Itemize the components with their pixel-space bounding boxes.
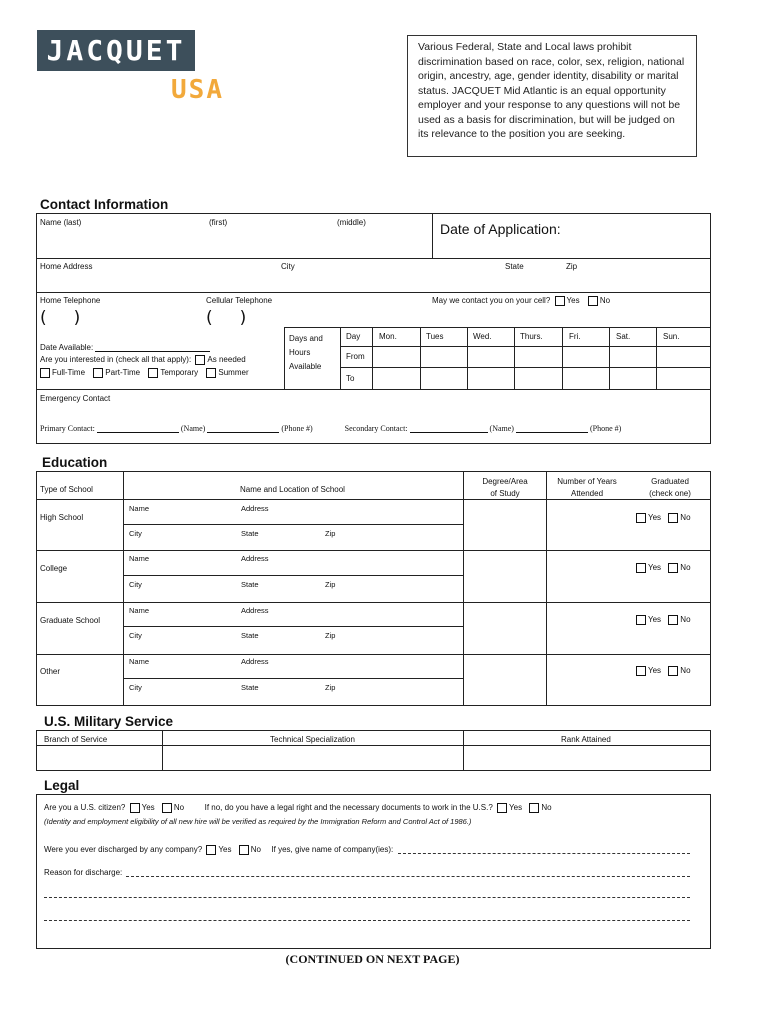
school-type-college: College (40, 564, 68, 573)
reason-field-line1[interactable] (126, 876, 690, 877)
label-yes: Yes (566, 296, 580, 306)
label-primary-name: (Name) (180, 424, 206, 433)
date-available-field[interactable] (95, 343, 210, 352)
label-yes: Yes (648, 563, 662, 573)
label-yes: Yes (648, 513, 662, 523)
section-title-legal: Legal (44, 778, 80, 793)
col-rank-attained: Rank Attained (561, 735, 611, 744)
other-graduated-no-checkbox[interactable] (668, 666, 678, 676)
section-title-contact: Contact Information (40, 197, 169, 212)
label-primary-contact: Primary Contact: (40, 424, 95, 433)
logo-jacquet: JACQUET (37, 30, 195, 71)
reason-field-line2[interactable] (44, 897, 690, 898)
label-college-zip: Zip (325, 580, 336, 589)
eeo-notice: Various Federal, State and Local laws prohibit discrimination based on race, color, sex, religion, national origin, ancestry, age, gender identity, disability or marital status. JACQUET Mid Atlantic is an equal opportunity employer and your response to any questions will not be used as a basis for discrimination, but will be judged on its relevance to the position you are seeking. (407, 35, 697, 157)
technical-specialization-field[interactable] (164, 747, 462, 768)
hs-graduated-no-checkbox[interactable] (668, 513, 678, 523)
discharged-yes-checkbox[interactable] (206, 845, 216, 855)
label-days-and: Days and (289, 334, 323, 343)
col-graduated (632, 476, 708, 500)
label-yes: Yes (509, 803, 523, 813)
label-date-available: Date Available: (40, 343, 94, 352)
label-yes: Yes (141, 803, 155, 813)
label-state: State (505, 262, 524, 271)
grad-graduated-yes-checkbox[interactable] (636, 615, 646, 625)
emergency-contacts-line (40, 424, 621, 433)
day-sat: Sat. (616, 332, 631, 341)
hs-graduated (634, 513, 691, 523)
label-to: To (346, 374, 355, 383)
label-grad-city: City (129, 631, 142, 640)
as-needed-checkbox[interactable] (195, 355, 205, 365)
label-yes: Yes (648, 666, 662, 676)
citizen-yes-checkbox[interactable] (130, 803, 140, 813)
label-hs-address: Address (241, 504, 269, 513)
label-no: No (173, 803, 185, 813)
section-title-military: U.S. Military Service (44, 714, 174, 729)
label-hours: Hours (289, 348, 311, 357)
label-name-middle: (middle) (337, 218, 366, 227)
section-title-education: Education (42, 455, 108, 470)
label-as-needed: As needed (207, 355, 246, 365)
label-day: Day (346, 332, 361, 341)
grad-graduated (634, 615, 691, 625)
cell-phone-field[interactable]: ( ) (206, 308, 247, 328)
col-years (549, 476, 625, 500)
label-grad-state: State (241, 631, 259, 640)
label-no: No (680, 563, 691, 573)
label-legal-right-question: If no, do you have a legal right and the necessary documents to work in the U.S.? (204, 803, 493, 813)
temporary-checkbox[interactable] (148, 368, 158, 378)
label-yes: Yes (218, 845, 232, 855)
day-tues: Tues (426, 332, 444, 341)
col-graduated-line2: (check one) (649, 489, 691, 498)
reason-field-line3[interactable] (44, 920, 690, 921)
label-no: No (599, 296, 611, 306)
legal-right-yes-checkbox[interactable] (497, 803, 507, 813)
label-hs-city: City (129, 529, 142, 538)
label-interested-in: Are you interested in (check all that apply): (40, 355, 192, 365)
label-grad-zip: Zip (325, 631, 336, 640)
date-available-line (40, 343, 210, 352)
col-type-of-school: Type of School (40, 485, 93, 494)
col-name-location: Name and Location of School (240, 485, 345, 494)
date-of-application-field[interactable] (570, 218, 700, 240)
label-name-last: Name (last) (40, 218, 82, 227)
label-no: No (680, 615, 691, 625)
label-home-address: Home Address (40, 262, 93, 271)
label-no: No (541, 803, 552, 813)
label-secondary-contact: Secondary Contact: (344, 424, 408, 433)
label-other-city: City (129, 683, 142, 692)
col-degree-line2: of Study (490, 489, 520, 498)
full-time-checkbox[interactable] (40, 368, 50, 378)
label-other-address: Address (241, 657, 269, 666)
col-degree-line1: Degree/Area (482, 477, 528, 486)
label-name-first: (first) (209, 218, 228, 227)
hs-graduated-yes-checkbox[interactable] (636, 513, 646, 523)
rank-attained-field[interactable] (465, 747, 709, 768)
label-citizen-question: Are you a U.S. citizen? (44, 803, 126, 813)
day-fri: Fri. (569, 332, 581, 341)
employment-type-line (40, 368, 249, 378)
label-from: From (346, 352, 365, 361)
logo-usa: USA (160, 71, 235, 109)
cell-contact-no-checkbox[interactable] (588, 296, 598, 306)
label-no: No (250, 845, 261, 855)
day-wed: Wed. (473, 332, 492, 341)
primary-contact-phone-field[interactable] (207, 424, 279, 433)
label-reason-for-discharge: Reason for discharge: (44, 868, 123, 877)
part-time-checkbox[interactable] (93, 368, 103, 378)
days-hours-label (289, 332, 323, 374)
label-other-state: State (241, 683, 259, 692)
label-available: Available (289, 362, 322, 371)
label-yes: Yes (648, 615, 662, 625)
label-primary-phone: (Phone #) (281, 424, 313, 433)
label-company-names: If yes, give name of company(ies): (271, 845, 394, 855)
college-graduated-yes-checkbox[interactable] (636, 563, 646, 573)
label-zip: Zip (566, 262, 578, 271)
label-city: City (281, 262, 295, 271)
discharged-no-checkbox[interactable] (239, 845, 249, 855)
label-hs-name: Name (129, 504, 150, 513)
citizen-line (44, 803, 552, 813)
grad-graduated-no-checkbox[interactable] (668, 615, 678, 625)
label-secondary-name: (Name) (489, 424, 514, 433)
school-type-high-school: High School (40, 513, 84, 522)
label-part-time: Part-Time (105, 368, 141, 378)
label-other-name: Name (129, 657, 150, 666)
college-graduated (634, 563, 691, 573)
label-grad-name: Name (129, 606, 150, 615)
label-temporary: Temporary (160, 368, 199, 378)
label-college-address: Address (241, 554, 269, 563)
day-sun: Sun. (663, 332, 680, 341)
label-college-name: Name (129, 554, 150, 563)
day-mon: Mon. (379, 332, 397, 341)
col-branch-of-service: Branch of Service (44, 735, 108, 744)
label-hs-zip: Zip (325, 529, 336, 538)
discharged-line (44, 845, 393, 855)
label-hs-state: State (241, 529, 259, 538)
other-graduated-yes-checkbox[interactable] (636, 666, 646, 676)
school-type-other: Other (40, 667, 61, 676)
continued-footer: (CONTINUED ON NEXT PAGE) (285, 952, 460, 966)
label-cellular-telephone: Cellular Telephone (206, 296, 273, 305)
citizen-no-checkbox[interactable] (162, 803, 172, 813)
col-years-line1: Number of Years (557, 477, 617, 486)
label-no: No (680, 666, 691, 676)
secondary-contact-phone-field[interactable] (516, 424, 588, 433)
interest-line (40, 355, 246, 365)
label-emergency-contact: Emergency Contact (40, 394, 111, 403)
label-other-zip: Zip (325, 683, 336, 692)
label-discharged-question: Were you ever discharged by any company? (44, 845, 203, 855)
label-college-city: City (129, 580, 142, 589)
school-type-graduate-school: Graduate School (40, 616, 101, 625)
label-home-telephone: Home Telephone (40, 296, 101, 305)
legal-right-no-checkbox[interactable] (529, 803, 539, 813)
other-graduated (634, 666, 691, 676)
col-years-line2: Attended (570, 489, 604, 498)
label-no: No (680, 513, 691, 523)
identity-note: (Identity and employment eligibility of all new hire will be verified as required by the Immigration Reform and Control Act of 1986.) (44, 817, 472, 826)
label-full-time: Full-Time (52, 368, 86, 378)
col-graduated-line1: Graduated (651, 477, 689, 486)
label-secondary-phone: (Phone #) (589, 424, 622, 433)
home-phone-field[interactable]: ( ) (40, 308, 81, 328)
cell-contact-question (432, 296, 610, 306)
company-names-field[interactable] (398, 853, 690, 854)
primary-contact-name-field[interactable] (97, 424, 179, 433)
summer-checkbox[interactable] (206, 368, 216, 378)
cell-contact-yes-checkbox[interactable] (555, 296, 565, 306)
branch-of-service-field[interactable] (38, 747, 161, 768)
label-date-of-application: Date of Application: (440, 221, 561, 237)
label-grad-address: Address (241, 606, 269, 615)
secondary-contact-name-field[interactable] (410, 424, 488, 433)
label-may-contact: May we contact you on your cell? (432, 296, 551, 306)
col-technical-specialization: Technical Specialization (270, 735, 355, 744)
label-summer: Summer (218, 368, 249, 378)
college-graduated-no-checkbox[interactable] (668, 563, 678, 573)
label-college-state: State (241, 580, 259, 589)
col-degree (467, 476, 543, 500)
day-thurs: Thurs. (520, 332, 543, 341)
